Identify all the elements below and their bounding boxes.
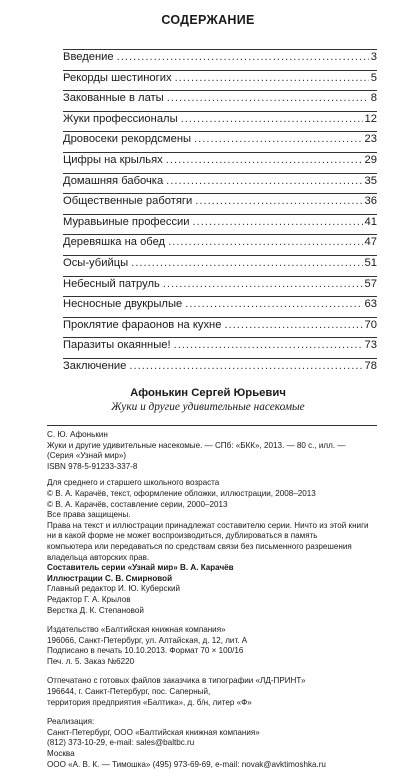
- toc-item-label: Общественные работяги: [63, 195, 193, 208]
- print-sheets: Печ. л. 5. Заказ №6220: [47, 656, 135, 666]
- toc-item-page: 12: [364, 112, 377, 125]
- imprint-block: [47, 425, 377, 770]
- toc-item-label: Закованные в латы: [63, 92, 164, 105]
- toc-item: [63, 215, 377, 236]
- toc-item: [63, 338, 377, 359]
- layout-designer: Верстка Д. К. Степановой: [47, 605, 144, 615]
- editor: Редактор Г. А. Крылов: [47, 594, 131, 604]
- series-compiler: Составитель серии «Узнай мир» В. А. Карачёв: [47, 563, 234, 573]
- toc-item-label: Заключение: [63, 359, 127, 372]
- toc-leader-dots: [131, 256, 362, 270]
- toc-leader-dots: [163, 277, 363, 291]
- toc-leader-dots: [175, 71, 369, 85]
- toc-item: [63, 50, 377, 71]
- rights-notice-line: владельца авторских прав.: [47, 552, 150, 562]
- toc-item-label: Паразиты окаянные!: [63, 339, 171, 352]
- toc-item: [63, 297, 377, 318]
- publisher-name: Издательство «Балтийская книжная компания»: [47, 625, 226, 635]
- toc-item: [63, 91, 377, 112]
- toc-item-page: 29: [364, 153, 377, 166]
- book-title: Жуки и другие удивительные насекомые: [111, 401, 305, 413]
- toc-item: [63, 235, 377, 256]
- toc-item: [63, 174, 377, 195]
- sales-moscow: Москва: [47, 749, 75, 759]
- sales-spb: Санкт-Петербург, ООО «Балтийская книжная компания»: [47, 727, 260, 737]
- rights-notice-line: компьютера или передаваться по средствам связи без письменного разрешения: [47, 541, 352, 551]
- rights-reserved: Все права защищены.: [47, 510, 131, 520]
- toc-item-page: 73: [364, 339, 377, 352]
- age-rating: Для среднего и старшего школьного возраста: [47, 478, 220, 488]
- toc-item-page: 5: [370, 71, 377, 84]
- toc-leader-dots: [117, 50, 369, 64]
- toc-item: [63, 277, 377, 298]
- print-signed: Подписано в печать 10.10.2013. Формат 70 × 100/16: [47, 646, 244, 656]
- toc-title: СОДЕРЖАНИЕ: [161, 13, 255, 27]
- toc-item-page: 63: [364, 298, 377, 311]
- printer-line: Отпечатано с готовых файлов заказчика в типографии «ЛД-ПРИНТ»: [47, 676, 306, 686]
- author-name: Афонькин Сергей Юрьевич: [130, 387, 286, 399]
- toc-item-label: Проклятие фараонов на кухне: [63, 318, 222, 331]
- copyright-series: © В. А. Карачёв, составление серии, 2000–2013: [47, 499, 228, 509]
- toc-item-page: 51: [364, 256, 377, 269]
- bibliographic-line: Жуки и другие удивительные насекомые. — СПб: «БКК», 2013. — 80 с., илл. —: [47, 440, 346, 450]
- toc-leader-dots: [129, 359, 362, 373]
- printer-address: территория предприятия «Балтика», д. б/н, литер «Ф»: [47, 697, 252, 707]
- toc-leader-dots: [185, 297, 362, 311]
- toc-leader-dots: [181, 112, 363, 126]
- rights-notice-line: ни в какой форме не может воспроизводиться, дублироваться в память: [47, 531, 318, 541]
- toc-item-page: 78: [364, 359, 377, 372]
- toc-leader-dots: [224, 318, 362, 332]
- toc-item-page: 23: [364, 133, 377, 146]
- toc-item: [63, 132, 377, 153]
- toc-leader-dots: [195, 194, 362, 208]
- toc-item-label: Осы-убийцы: [63, 256, 129, 269]
- toc-item: [63, 256, 377, 277]
- toc-leader-dots: [168, 235, 362, 249]
- toc-item-label: Рекорды шестиногих: [63, 71, 172, 84]
- toc-item-label: Введение: [63, 51, 114, 63]
- toc-item-label: Муравьиные профессии: [63, 215, 190, 228]
- toc-item-label: Небесный патруль: [63, 277, 160, 290]
- toc-item: [63, 153, 377, 174]
- toc-item-label: Жуки профессионалы: [63, 112, 178, 125]
- table-of-contents: [63, 44, 377, 380]
- series-line: (Серия «Узнай мир»): [47, 451, 127, 461]
- chief-editor: Главный редактор И. Ю. Куберский: [47, 584, 181, 594]
- sales-spb-contact: (812) 373-10-29, e-mail: sales@baltbc.ru: [47, 738, 195, 748]
- toc-item: [63, 112, 377, 133]
- toc-item-page: 36: [364, 195, 377, 208]
- toc-item-label: Цифры на крыльях: [63, 153, 163, 166]
- publisher-address: 196066, Санкт-Петербург, ул. Алтайская, д. 12, лит. А: [47, 635, 248, 645]
- book-header: [0, 387, 416, 413]
- toc-item-page: 47: [364, 236, 377, 249]
- toc-item: [63, 318, 377, 339]
- toc-item: [63, 194, 377, 215]
- toc-leader-dots: [166, 174, 362, 188]
- toc-item-page: 3: [370, 51, 377, 63]
- toc-item-label: Дровосеки рекордсмены: [63, 133, 192, 146]
- toc-item: [63, 71, 377, 92]
- copyright-text: © В. А. Карачёв, текст, оформление обложки, иллюстрации, 2008–2013: [47, 488, 316, 498]
- toc-leader-dots: [193, 215, 363, 229]
- printer-address: 196644, г. Санкт-Петербург, пос. Саперный,: [47, 687, 211, 697]
- isbn: ISBN 978-5-91233-337-8: [47, 461, 138, 471]
- toc-item-page: 41: [364, 215, 377, 228]
- sales-heading: Реализация:: [47, 717, 95, 727]
- toc-item-label: Домашняя бабочка: [63, 174, 164, 187]
- rights-notice-line: Права на текст и иллюстрации принадлежат составителю серии. Ничто из этой книги: [47, 520, 369, 530]
- toc-item-page: 70: [364, 318, 377, 331]
- toc-item-page: 35: [364, 174, 377, 187]
- toc-leader-dots: [166, 153, 363, 167]
- author-short: С. Ю. Афонькин: [47, 430, 108, 439]
- toc-leader-dots: [174, 338, 363, 352]
- toc-item-label: Деревяшка на обед: [63, 236, 166, 249]
- toc-leader-dots: [167, 91, 369, 105]
- toc-item-label: Несносные двукрылые: [63, 298, 183, 311]
- toc-leader-dots: [194, 132, 363, 146]
- toc-item: [63, 359, 377, 380]
- illustrator: Иллюстрации С. В. Смирновой: [47, 573, 173, 583]
- toc-item-page: 8: [370, 92, 377, 105]
- toc-item-page: 57: [364, 277, 377, 290]
- sales-moscow-contact: ООО «А. В. К. — Тимошка» (495) 973-69-69, e-mail: novak@avktimoshka.ru: [47, 759, 326, 769]
